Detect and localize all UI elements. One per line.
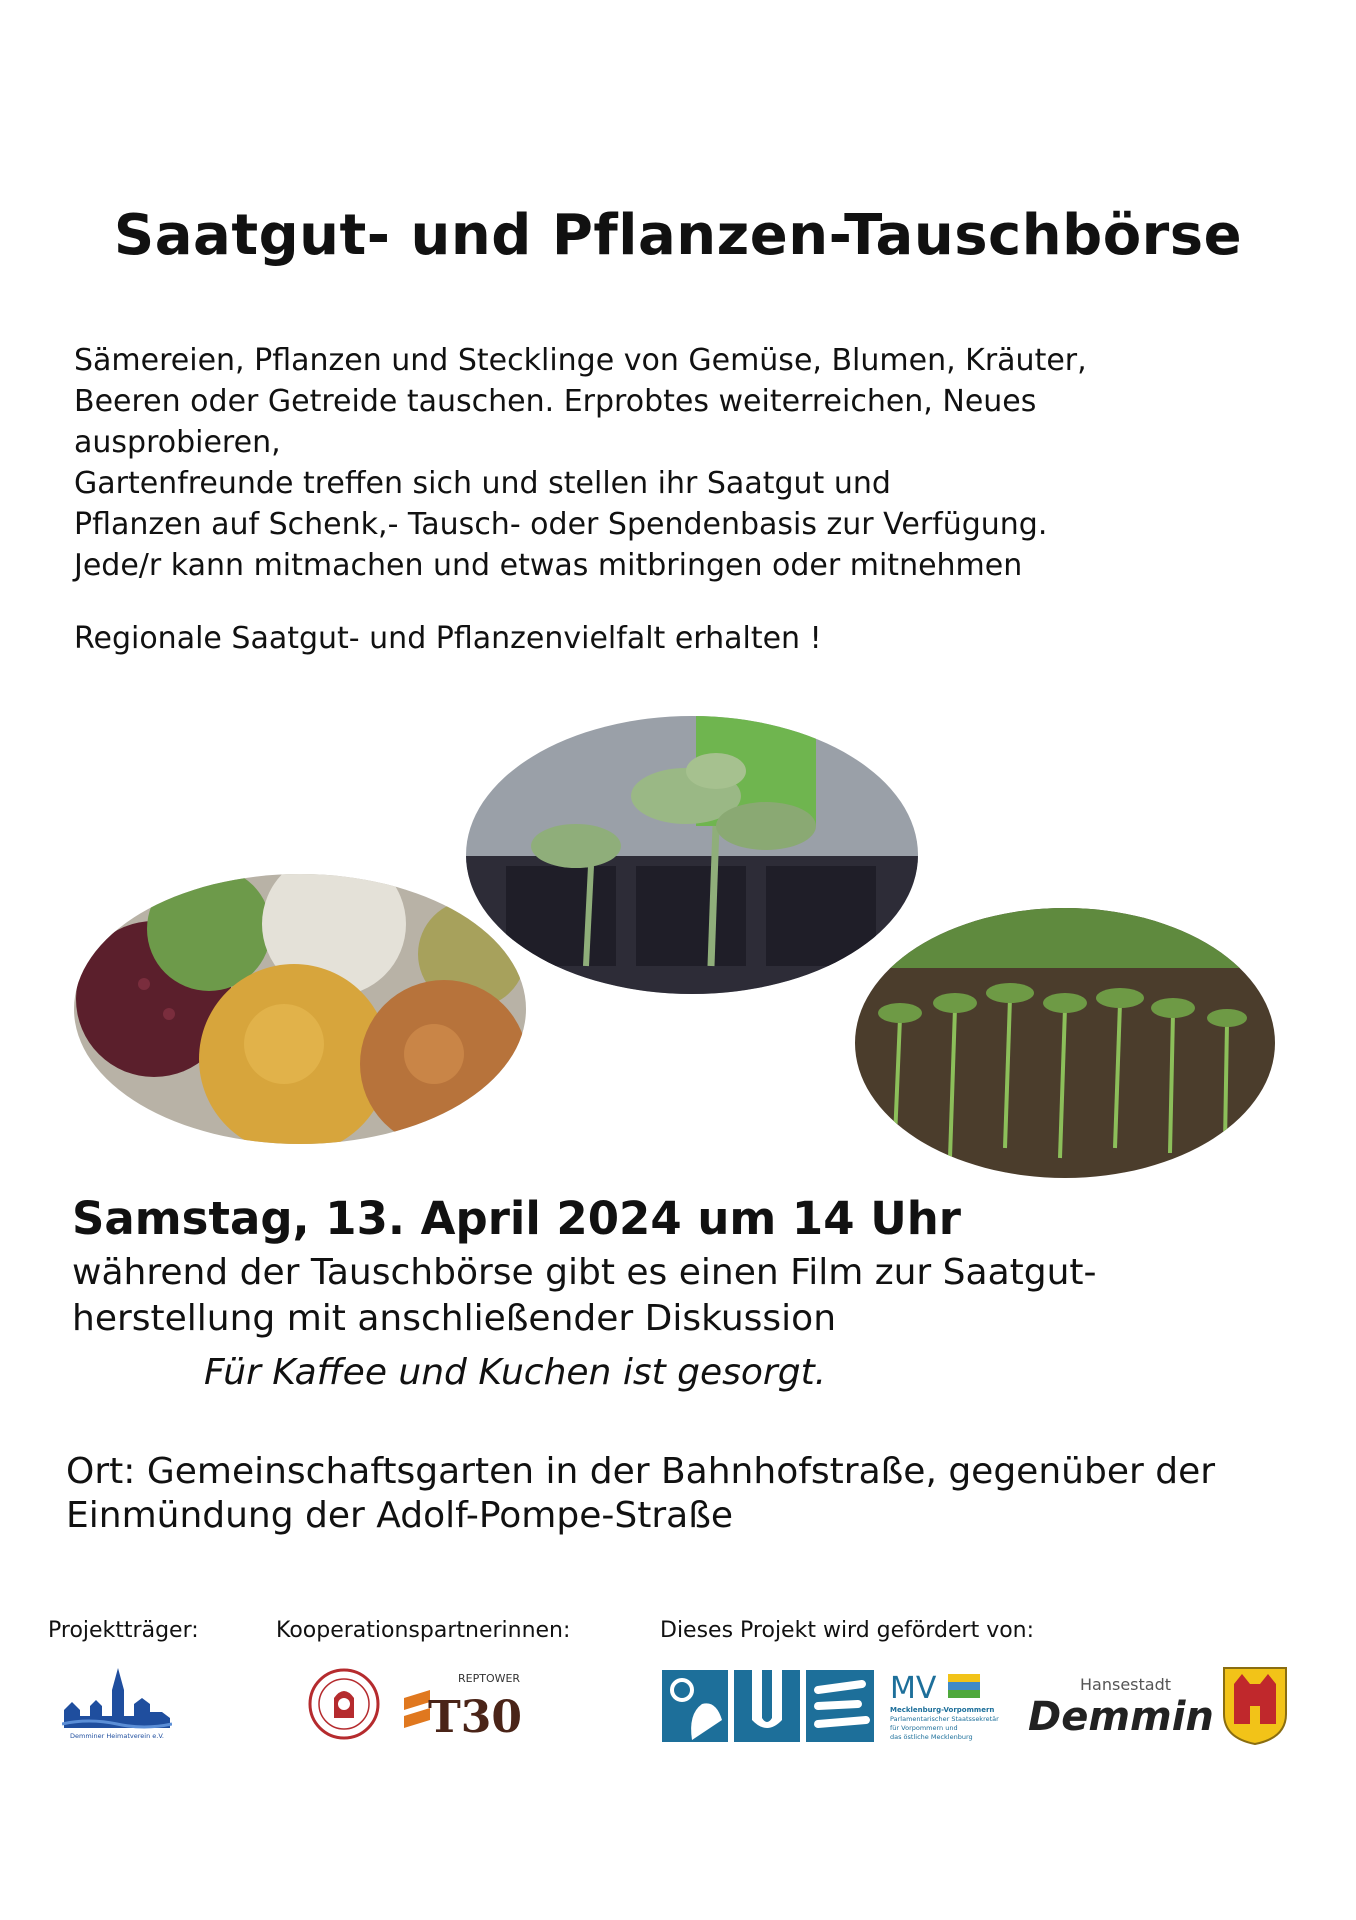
intro-line: Sämereien, Pflanzen und Stecklinge von Gemüse, Blumen, Kräuter, bbox=[74, 343, 1087, 378]
demmin-text: Demmin bbox=[1028, 1694, 1214, 1740]
mv-caption-line: das östliche Mecklenburg bbox=[890, 1733, 973, 1741]
nue-logo bbox=[662, 1670, 874, 1742]
intro-line: Gartenfreunde treffen sich und stellen ihr Saatgut und bbox=[74, 466, 891, 501]
location-line: Ort: Gemeinschaftsgarten in der Bahnhofstraße, gegenüber der bbox=[66, 1451, 1216, 1492]
intro-paragraph bbox=[74, 340, 1274, 586]
label-foerderung: Dieses Projekt wird gefördert von: bbox=[660, 1618, 1035, 1643]
intro-line: Pflanzen auf Schenk,- Tausch- oder Spendenbasis zur Verfügung. bbox=[74, 507, 1048, 542]
mv-caption-line: für Vorpommern und bbox=[890, 1724, 958, 1732]
demmin-coat-of-arms-icon bbox=[1222, 1666, 1288, 1746]
event-date: Samstag, 13. April 2024 um 14 Uhr bbox=[72, 1192, 961, 1245]
demmin-logo bbox=[1028, 1668, 1218, 1744]
film-line: herstellung mit anschließender Diskussion bbox=[72, 1298, 837, 1339]
motto-text: Regionale Saatgut- und Pflanzenvielfalt erhalten ! bbox=[74, 621, 822, 656]
heimatverein-caption: Demminer Heimatverein e.V. bbox=[70, 1732, 164, 1740]
mv-caption-line: Parlamentarischer Staatssekretär bbox=[890, 1715, 999, 1723]
location-info bbox=[66, 1450, 1215, 1538]
hansestadt-text: Hansestadt bbox=[1080, 1675, 1171, 1694]
kreptower-text: REPTOWER bbox=[458, 1672, 521, 1685]
film-line: während der Tauschbörse gibt es einen Film zur Saatgut- bbox=[72, 1252, 1097, 1293]
coffee-note: Für Kaffee und Kuchen ist gesorgt. bbox=[204, 1352, 827, 1393]
mv-caption-line: Mecklenburg-Vorpommern bbox=[890, 1706, 995, 1714]
seedlings-field-photo bbox=[855, 908, 1275, 1178]
intro-line: Beeren oder Getreide tauschen. Erprobtes weiterreichen, Neues bbox=[74, 384, 1037, 419]
label-kooperation: Kooperationspartnerinnen: bbox=[276, 1618, 571, 1643]
seeds-bowls-photo bbox=[74, 874, 526, 1144]
mv-logo bbox=[888, 1670, 1020, 1746]
kreptower-t30-logo bbox=[402, 1668, 527, 1738]
tomato-seedling-tray-photo bbox=[466, 716, 918, 994]
label-projekttraeger: Projektträger: bbox=[48, 1618, 199, 1643]
heimatverein-logo bbox=[62, 1662, 172, 1742]
intro-line: ausprobieren, bbox=[74, 425, 281, 460]
partner-seal-logo bbox=[308, 1668, 380, 1740]
intro-line: Jede/r kann mitmachen und etwas mitbringen oder mitnehmen bbox=[74, 548, 1023, 583]
film-info bbox=[72, 1250, 1097, 1342]
mv-text: MV bbox=[890, 1671, 937, 1706]
page-title: Saatgut- und Pflanzen-Tauschbörse bbox=[113, 203, 1243, 268]
location-line: Einmündung der Adolf-Pompe-Straße bbox=[66, 1495, 734, 1536]
t30-text: T30 bbox=[428, 1692, 522, 1738]
